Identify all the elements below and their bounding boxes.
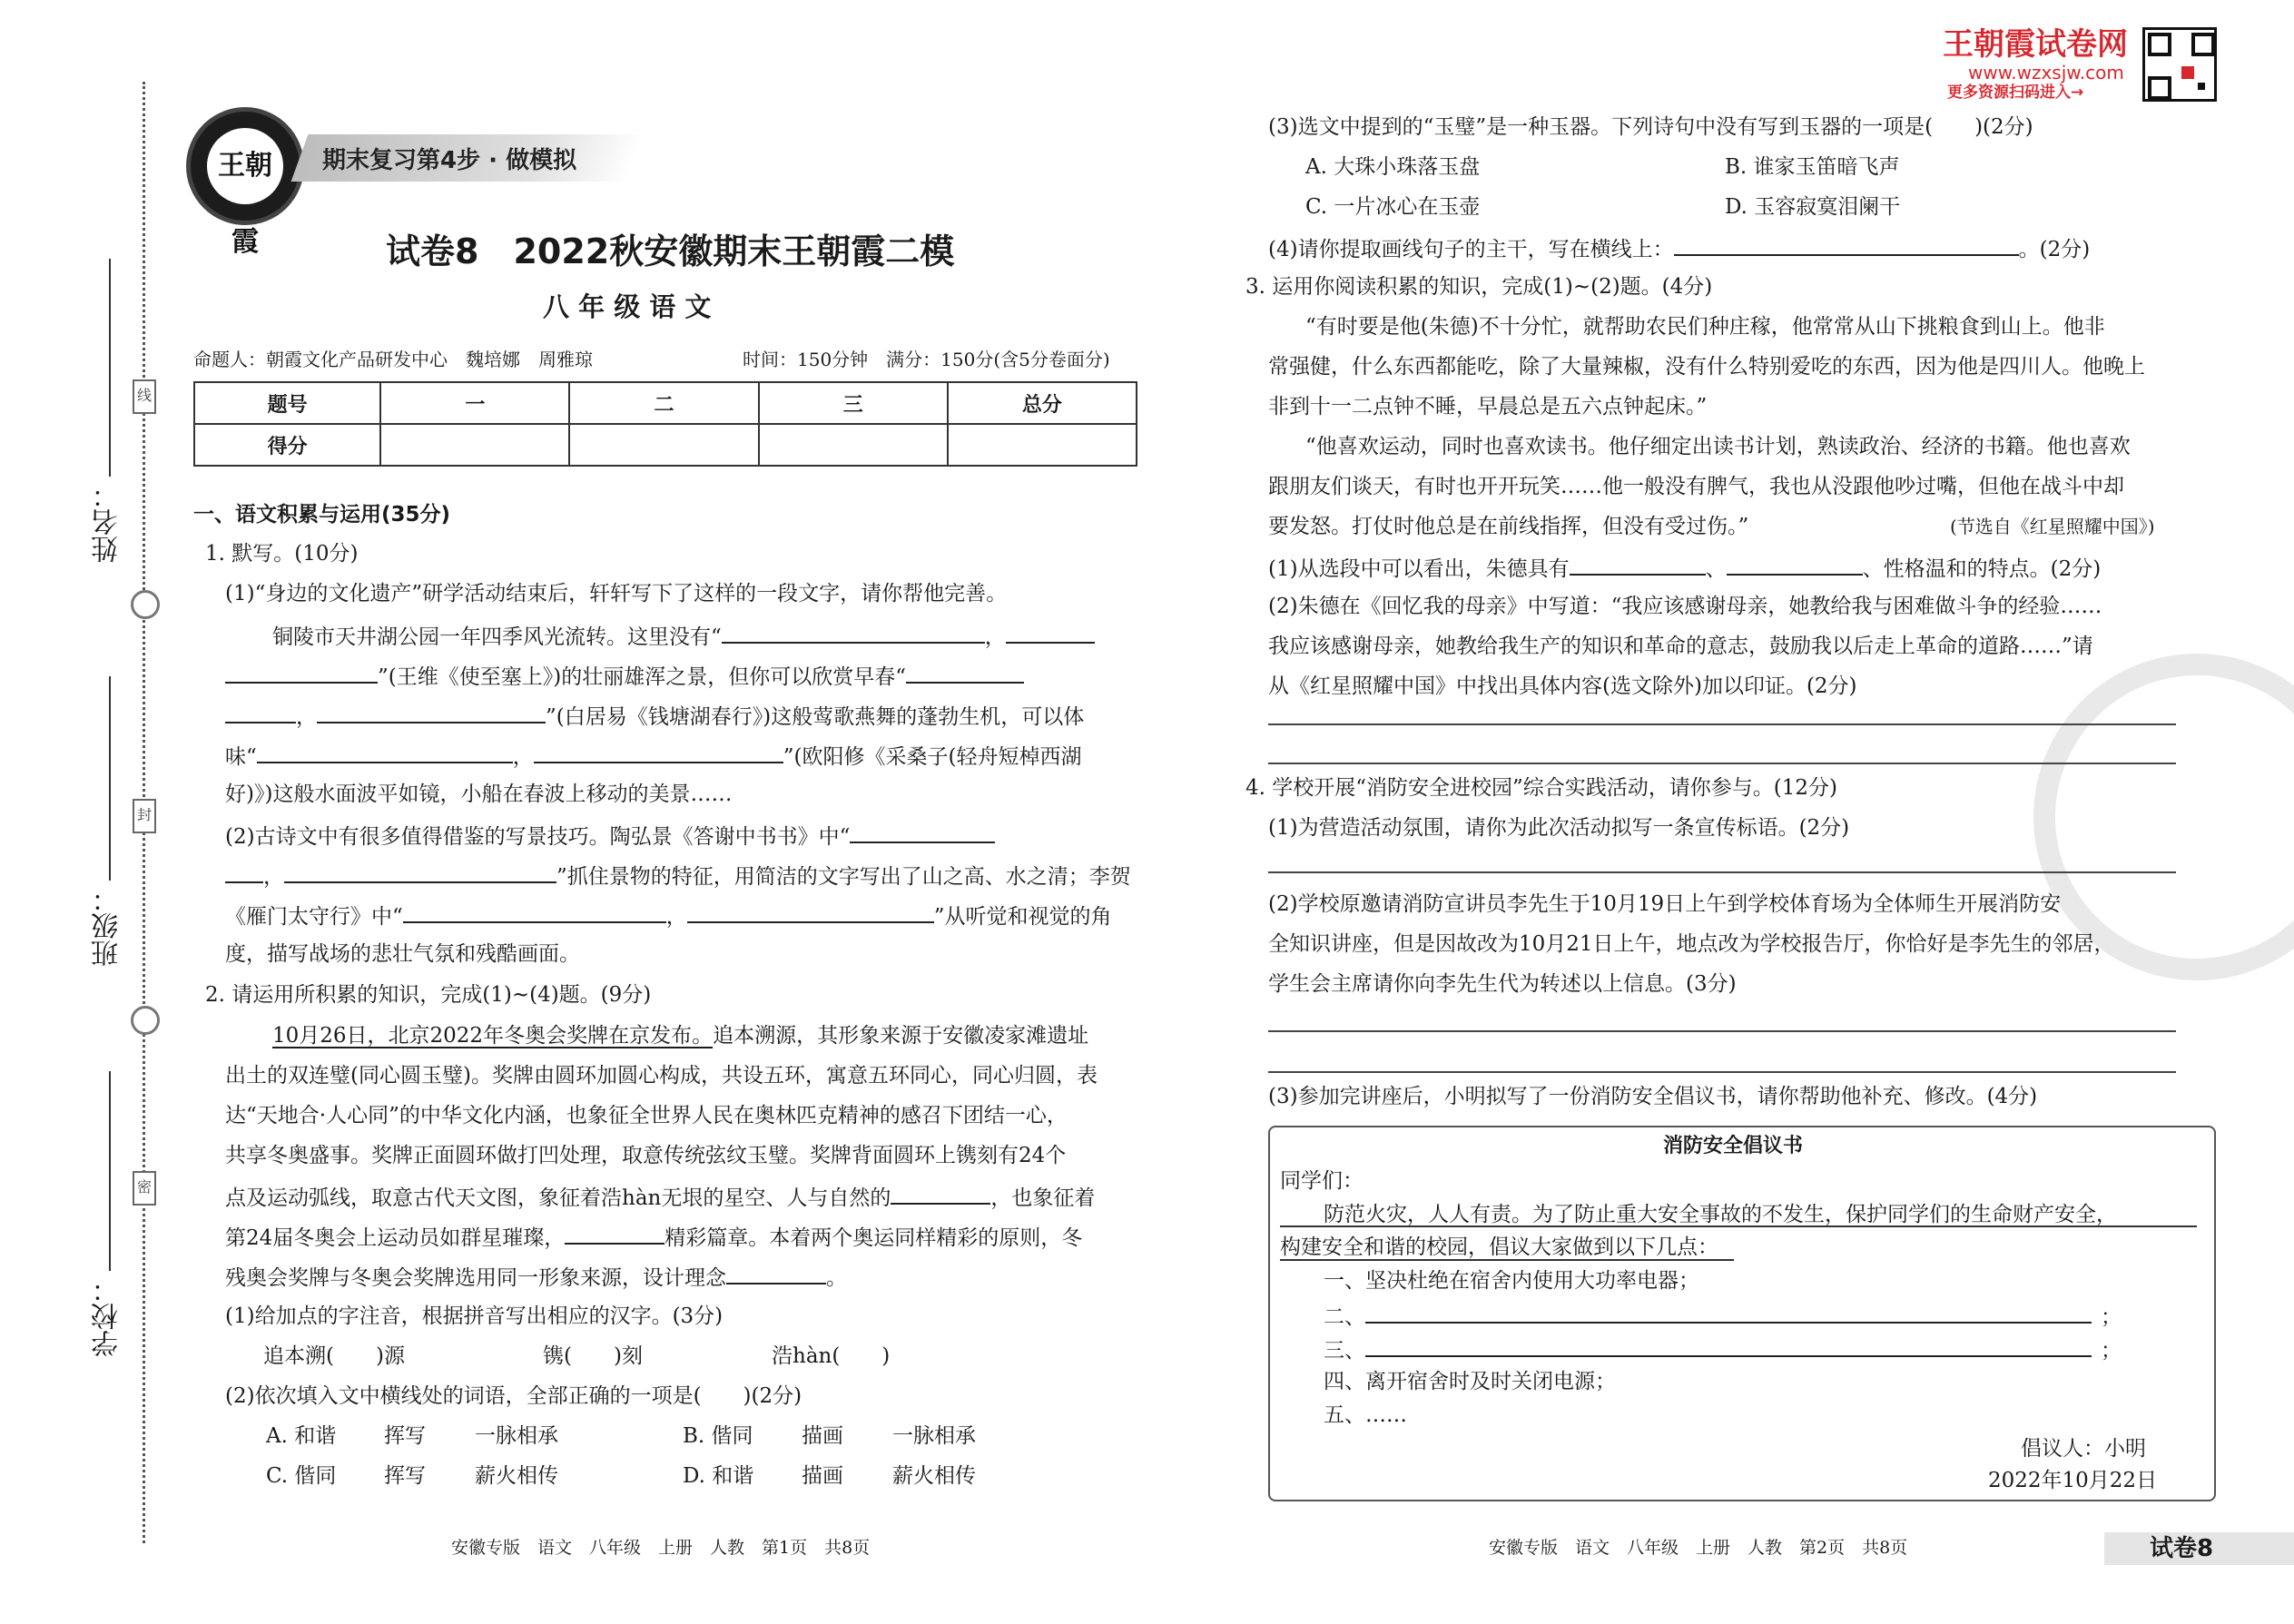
question-2-3: (3)选文中提到的“玉璧”是一种玉器。下列诗句中没有写到玉器的一项是( )(2分) [1268,115,2033,139]
text: (4)请你提取画线句子的主干，写在横线上： [1268,238,1674,261]
option-2-3-a[interactable]: A. 大珠小珠落玉盘 [1305,155,1481,179]
option-c-3: 薪火相传 [475,1464,558,1488]
fill-blank[interactable] [1570,552,1706,576]
text: 二、 [1324,1305,1365,1329]
text: (2)古诗文中有很多值得借鉴的写景技巧。陶弘景《答谢中书书》中“ [225,825,851,849]
option-d-1[interactable]: D. 和谐 [683,1464,754,1488]
fill-blank[interactable] [534,740,783,763]
fill-blank[interactable] [1727,552,1863,576]
pinyin-item-3: 浩hàn( ) [772,1344,891,1368]
question-2-1: (1)给加点的字注音，根据拼音写出相应的汉字。(3分) [225,1304,724,1328]
paper-title: 试卷8 2022秋安徽期末王朝霞二模 [386,231,955,271]
text: 。 [826,1266,847,1290]
answer-line[interactable] [1268,1071,2176,1073]
logo-text: 王朝霞 [207,128,283,204]
q1-1-line-c: ， ”(白居易《钱塘湖春行》)这般莺歌燕舞的蓬勃生机，可以体 [225,700,1084,732]
name-field[interactable] [109,259,111,477]
question-3-1 [1268,552,2101,584]
text: 味“ [225,745,257,769]
answer-line[interactable] [1268,763,2176,764]
q1-2-line-d: 度，描写战场的悲壮气氛和残酷画面。 [225,942,580,966]
q1-2-line-a [225,820,995,851]
option-d-3: 薪火相传 [892,1464,976,1488]
proposal-line-1: 防范火灾，人人有责。为了防止重大安全事故的不发生，保护同学们的生命财产安全， [1324,1203,2117,1226]
seal-mark-line: 线 [133,379,156,414]
text: ”(王维《使至塞上》)的壮丽雄浑之景，但你可以欣赏早春“ [378,665,906,689]
proposal-underline [1280,1259,1734,1261]
passage-line-e [225,1181,1095,1213]
class-label: 班级： [92,885,123,967]
text: (1)从选段中可以看出，朱德具有 [1268,557,1570,581]
text: 《雁门太守行》中“ [225,905,403,929]
gear-icon [131,590,160,619]
underlined-sentence: 10月26日，北京2022年冬奥会奖牌在京发布。 [272,1024,714,1048]
question-4-3: (3)参加完讲座后，小明拟写了一份消防安全倡议书，请你帮助他补充、修改。(4分) [1268,1085,2038,1108]
option-b-2: 描画 [802,1424,843,1448]
passage-line-a [272,1021,1088,1050]
option-2-3-c[interactable]: C. 一片冰心在玉壶 [1305,195,1481,219]
footer-right: 安徽专版 语文 八年级 上册 人教 第2页 共8页 [1489,1538,1908,1558]
time-score: 时间：150分钟 满分：150分(含5分卷面分) [743,349,1110,370]
q3-source: (节选自《红星照耀中国》) [1950,516,2155,537]
passage-line-b: 出土的双连璧(同心圆玉璧)。奖牌由圆环加圆心构成，共设五环，寓意五环同心，同心归圆，表 [225,1064,1098,1088]
qr-center [2181,66,2194,79]
fill-blank[interactable] [891,1181,990,1205]
proposal-item-2 [1324,1300,2122,1332]
qr-dot [2198,83,2205,90]
class-field[interactable] [109,676,111,881]
gear-icon [131,1006,160,1035]
fill-blank[interactable] [1674,232,2019,256]
q3-para2-line-b: 跟朋友们谈天，有时也开开玩笑……他一般没有脾气，我也从没跟他吵过嘴，但他在战斗中却 [1268,475,2124,498]
footer-left: 安徽专版 语文 八年级 上册 人教 第1页 共8页 [451,1538,871,1558]
text: 三、 [1324,1339,1365,1363]
proposal-underline [1280,1225,2197,1227]
text: ”抓住景物的特征，用简洁的文字写出了山之高、水之清；李贺 [556,865,1131,889]
score-cell: 三 [759,382,948,424]
score-cell: 总分 [948,382,1137,424]
question-4-2-line-a: (2)学校原邀请消防宣讲员李先生于10月19日上午到学校体育场为全体师生开展消防安 [1268,892,2062,916]
question-2: 2. 请运用所积累的知识，完成(1)~(4)题。(9分) [205,983,652,1007]
text: 精彩篇章。本着两个奥运同样精彩的原则，冬 [665,1226,1083,1250]
score-cell: 得分 [194,424,380,466]
seal-mark-seal: 封 [133,799,156,833]
section-1-heading: 一、语文积累与运用(35分) [193,503,451,527]
text: 第24届冬奥会上运动员如群星璀璨， [225,1226,566,1250]
text: ，也象征着 [990,1186,1096,1210]
q3-para1-line-c: 非到十一二点钟不睡，早晨总是五六点钟起床。” [1268,395,1708,418]
brand-name: 王朝霞试卷网 [1943,26,2128,63]
score-cell: 一 [380,382,569,424]
logo-badge [186,107,304,258]
pinyin-item-2: 镌( )刻 [543,1344,643,1368]
q1-1-line-a: 铜陵市天井湖公园一年四季风光流转。这里没有“ ， [272,620,1095,652]
question-3-2-line-c: 从《红星照耀中国》中找出具体内容(选文除外)加以印证。(2分) [1268,674,1857,698]
text: 、性格温和的特点。(2分) [1862,557,2102,581]
question-4: 4. 学校开展“消防安全进校园”综合实践活动，请你参与。(12分) [1245,776,1837,800]
option-c-1[interactable]: C. 偕同 [266,1464,337,1488]
question-4-2-line-b: 全知识讲座，但是因故改为10月21日上午，地点改为学校报告厅，你恰好是李先生的邻居， [1268,932,2115,956]
option-a-3: 一脉相承 [475,1424,558,1448]
fill-blank[interactable] [687,900,934,923]
text: ； [2101,1305,2122,1329]
proposal-item-5: 五、…… [1324,1403,1407,1427]
seal-mark-secret: 密 [133,1171,156,1206]
q1-2-line-b: ， ”抓住景物的特征，用简洁的文字写出了山之高、水之清；李贺 [225,860,1131,891]
question-3: 3. 运用你阅读积累的知识，完成(1)~(2)题。(4分) [1245,275,1713,299]
qr-finder [2148,76,2171,100]
answer-line[interactable] [1268,871,2176,873]
question-2-2: (2)依次填入文中横线处的词语，全部正确的一项是( )(2分) [225,1384,802,1408]
text: 残奥会奖牌与冬奥会奖牌选用同一形象来源，设计理念 [225,1266,726,1290]
fill-blank[interactable] [1006,620,1095,644]
proposal-item-4: 四、离开宿舍时及时关闭电源； [1324,1370,1616,1393]
brand-cta[interactable]: 更多资源扫码进入→ [1947,84,2084,102]
text: ”从听觉和视觉的角 [933,905,1112,929]
score-cell: 题号 [194,382,380,424]
option-b-3: 一脉相承 [892,1424,976,1448]
text: ； [2101,1339,2122,1363]
question-3-2-line-b: 我应该感谢母亲，她教给我生产的知识和革命的意志，鼓励我以后走上革命的道路……”请 [1268,635,2093,658]
fill-blank[interactable] [906,660,1024,684]
q3-para1-line-b: 常强健，什么东西都能吃，除了大量辣椒，没有什么特别爱吃的东西，因为他是四川人。他晚上 [1268,355,2145,379]
q1-1-line-b [225,660,1024,692]
answer-line[interactable] [1268,723,2176,725]
fill-blank[interactable] [726,1261,826,1284]
q3-para1-line-a: “有时要是他(朱德)不十分忙，就帮助农民们种庄稼，他常常从山下挑粮食到山上。他非 [1305,315,2105,339]
proposal-item-1: 一、坚决杜绝在宿舍内使用大功率电器； [1324,1269,1699,1293]
fill-blank[interactable] [1365,1300,2092,1324]
score-table [193,381,1137,467]
paper-tag: 试卷8 [2150,1535,2214,1562]
score-cell: 二 [569,382,758,424]
score-input-cell[interactable] [380,424,569,466]
question-3-2-line-a: (2)朱德在《回忆我的母亲》中写道：“我应该感谢母亲，她教给我与困难做斗争的经验…… [1268,595,2102,618]
option-d-2: 描画 [802,1464,843,1488]
name-label: 姓名： [92,481,123,563]
q3-para2-line-c: 要发怒。打仗时他总是在前线指挥，但没有受过伤。” [1268,515,1749,538]
score-input-cell[interactable] [948,424,1137,466]
passage-line-d: 共享冬奥盛事。奖牌正面圆环做打凹处理，取意传统弦纹玉璧。奖牌背面圆环上镌刻有24个 [225,1144,1067,1167]
qr-finder [2191,33,2215,56]
banner-label: 期末复习第4步 · 做模拟 [322,147,577,174]
question-1-1: (1)“身边的文化遗产”研学活动结束后，轩轩写下了这样的一段文字，请你帮他完善。 [225,582,1008,605]
proposal-title: 消防安全倡议书 [1663,1135,1804,1157]
fill-blank[interactable] [565,1221,665,1245]
option-a-1[interactable]: A. 和谐 [266,1424,337,1448]
option-b-1[interactable]: B. 偕同 [683,1424,753,1448]
option-2-3-b[interactable]: B. 谁家玉笛暗飞声 [1725,155,1900,179]
school-field[interactable] [109,1071,111,1271]
q3-para2-line-a: “他喜欢运动，同时也喜欢读书。他仔细定出读书计划，熟读政治、经济的书籍。他也喜欢 [1305,435,2131,458]
question-2-4 [1268,232,2090,264]
q1-1-line-e: 好)》)这般水面波平如镜，小船在春波上移动的美景…… [225,782,733,806]
score-input-cell[interactable] [569,424,758,466]
text: ”(欧阳修《采桑子(轻舟短棹西湖 [783,745,1082,769]
fill-blank[interactable] [850,820,995,843]
option-a-2: 挥写 [384,1424,426,1448]
proposal-date: 2022年10月22日 [1988,1469,2158,1492]
passage-line-f [225,1221,1082,1253]
brand-url[interactable]: www.wzxsjw.com [1968,62,2124,84]
score-input-cell[interactable] [759,424,948,466]
qr-finder [2148,33,2171,56]
option-c-2: 挥写 [384,1464,426,1488]
fill-blank[interactable] [317,700,546,723]
paper-authors: 命题人：朝霞文化产品研发中心 魏培娜 周雅琼 [193,349,593,370]
question-4-2-line-c: 学生会主席请你向李先生代为转述以上信息。(3分) [1268,972,1737,996]
text: 追本溯源，其形象来源于安徽凌家滩遗址 [713,1024,1089,1048]
pinyin-item-1: 追本溯( )源 [263,1344,405,1368]
text: ”(白居易《钱塘湖春行》)这般莺歌燕舞的蓬勃生机，可以体 [546,705,1085,729]
fill-blank[interactable] [225,700,296,723]
passage-line-c: 达“天地合·人心同”的中华文化内涵，也象征全世界人民在奥林匹克精神的感召下团结一心， [225,1104,1068,1127]
proposal-greeting: 同学们： [1280,1169,1364,1193]
text: 铜陵市天井湖公园一年四季风光流转。这里没有“ [272,625,722,649]
fill-blank[interactable] [225,660,378,684]
fill-blank[interactable] [257,740,513,763]
table-row [194,424,1137,466]
proposal-item-3 [1324,1334,2122,1365]
passage-line-g [225,1261,847,1293]
question-4-1: (1)为营造活动氛围，请你为此次活动拟写一条宣传标语。(2分) [1268,816,1850,840]
q1-1-line-d: 味“ ， ”(欧阳修《采桑子(轻舟短棹西湖 [225,740,1081,772]
option-2-3-d[interactable]: D. 玉容寂寞泪阑干 [1725,195,1901,219]
text: 点及运动弧线，取意古代天文图，象征着浩hàn无垠的星空、人与自然的 [225,1186,891,1210]
proposal-signer: 倡议人：小明 [2021,1437,2146,1461]
qr-code-icon[interactable] [2142,27,2217,102]
table-row [194,382,1137,424]
fill-blank[interactable] [722,620,985,644]
paper-subtitle: 八 年 级 语 文 [543,291,712,322]
q1-2-line-c: 《雁门太守行》中“ ， ”从听觉和视觉的角 [225,900,1112,931]
proposal-line-2: 构建安全和谐的校园，倡议大家做到以下几点： [1280,1235,1718,1259]
question-1: 1. 默写。(10分) [205,542,359,566]
text: 、 [1705,557,1727,581]
answer-line[interactable] [1268,1030,2176,1032]
school-label: 学校： [92,1275,123,1357]
fill-blank[interactable] [284,860,556,883]
text: 。(2分) [2018,238,2091,261]
fill-blank[interactable] [225,860,263,883]
fill-blank[interactable] [403,900,666,923]
fill-blank[interactable] [1365,1334,2092,1357]
